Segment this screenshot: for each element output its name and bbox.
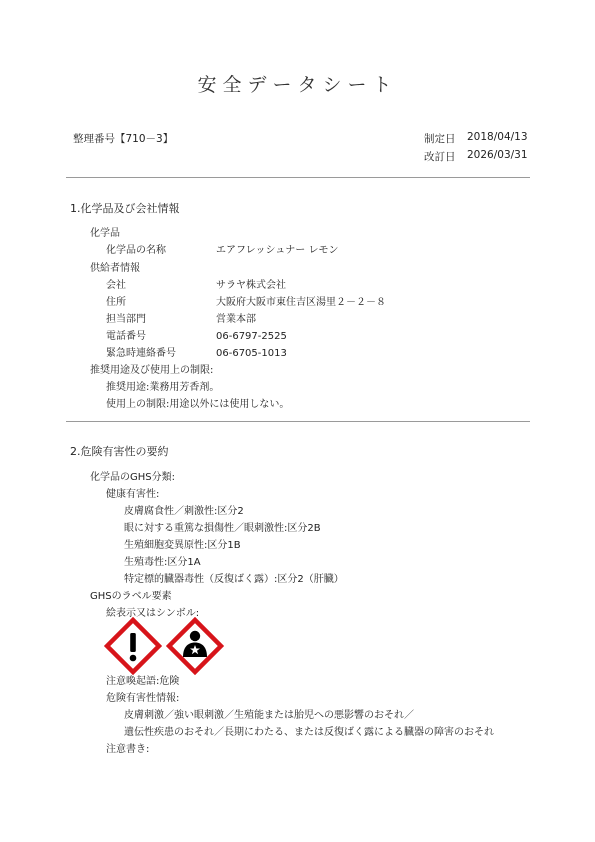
phone-label: 電話番号 bbox=[106, 331, 146, 342]
revised-label: 改訂日 bbox=[424, 151, 456, 163]
company-label: 会社 bbox=[106, 280, 126, 291]
revised-date: 2026/03/31 bbox=[467, 149, 528, 161]
hazard-info-heading: 危険有害性情報: bbox=[106, 693, 180, 704]
signal-word: 注意喚起語:危険 bbox=[106, 676, 180, 687]
phone: 06-6797-2525 bbox=[216, 331, 287, 342]
pictogram-heading: 絵表示又はシンボル: bbox=[106, 608, 200, 619]
dept: 営業本部 bbox=[216, 314, 256, 325]
divider bbox=[66, 177, 530, 178]
health-heading: 健康有害性: bbox=[106, 489, 160, 500]
divider bbox=[66, 421, 530, 422]
label-elements: GHSのラベル要素 bbox=[90, 591, 172, 602]
ghs-class-heading: 化学品のGHS分類: bbox=[90, 472, 175, 483]
emergency-label: 緊急時連絡番号 bbox=[106, 348, 176, 359]
document-title: 安全データシート bbox=[197, 74, 398, 96]
exclamation-mark-icon bbox=[104, 617, 162, 675]
section2-heading: 2.危険有害性の要約 bbox=[70, 445, 169, 458]
created-date: 2018/04/13 bbox=[467, 131, 528, 143]
address-label: 住所 bbox=[106, 297, 126, 308]
hazard-statement: 皮膚刺激／強い眼刺激／生殖能または胎児への悪影響のおそれ／ bbox=[124, 710, 414, 721]
created-label: 制定日 bbox=[424, 133, 456, 145]
hazard-item: 特定標的臓器毒性（反復ばく露）:区分2（肝臓） bbox=[124, 574, 344, 585]
address: 大阪府大阪市東住吉区湯里２－２－８ bbox=[216, 297, 386, 308]
company: サラヤ株式会社 bbox=[216, 280, 286, 291]
section1-heading: 1.化学品及び会社情報 bbox=[70, 202, 180, 215]
hazard-item: 生殖細胞変異原性:区分1B bbox=[124, 540, 241, 551]
reference-number: 整理番号【710－3】 bbox=[73, 133, 174, 145]
hazard-statement: 遺伝性疾患のおそれ／長期にわたる、または反復ばく露による臓器の障害のおそれ bbox=[124, 727, 494, 738]
hazard-item: 生殖毒性:区分1A bbox=[124, 557, 201, 568]
chemical-label: 化学品 bbox=[90, 228, 120, 239]
emergency-phone: 06-6705-1013 bbox=[216, 348, 287, 359]
product-name-label: 化学品の名称 bbox=[106, 245, 166, 256]
dept-label: 担当部門 bbox=[106, 314, 146, 325]
hazard-item: 皮膚腐食性／刺激性:区分2 bbox=[124, 506, 244, 517]
use-heading: 推奨用途及び使用上の制限: bbox=[90, 365, 214, 376]
product-name: エアフレッシュナー レモン bbox=[216, 245, 339, 256]
supplier-label: 供給者情報 bbox=[90, 263, 140, 274]
precaution-heading: 注意書き: bbox=[106, 744, 150, 755]
hazard-item: 眼に対する重篤な損傷性／眼刺激性:区分2B bbox=[124, 523, 321, 534]
recommended-use: 推奨用途:業務用芳香剤。 bbox=[106, 382, 220, 393]
use-limit: 使用上の制限:用途以外には使用しない。 bbox=[106, 399, 290, 410]
health-hazard-icon bbox=[166, 617, 224, 675]
